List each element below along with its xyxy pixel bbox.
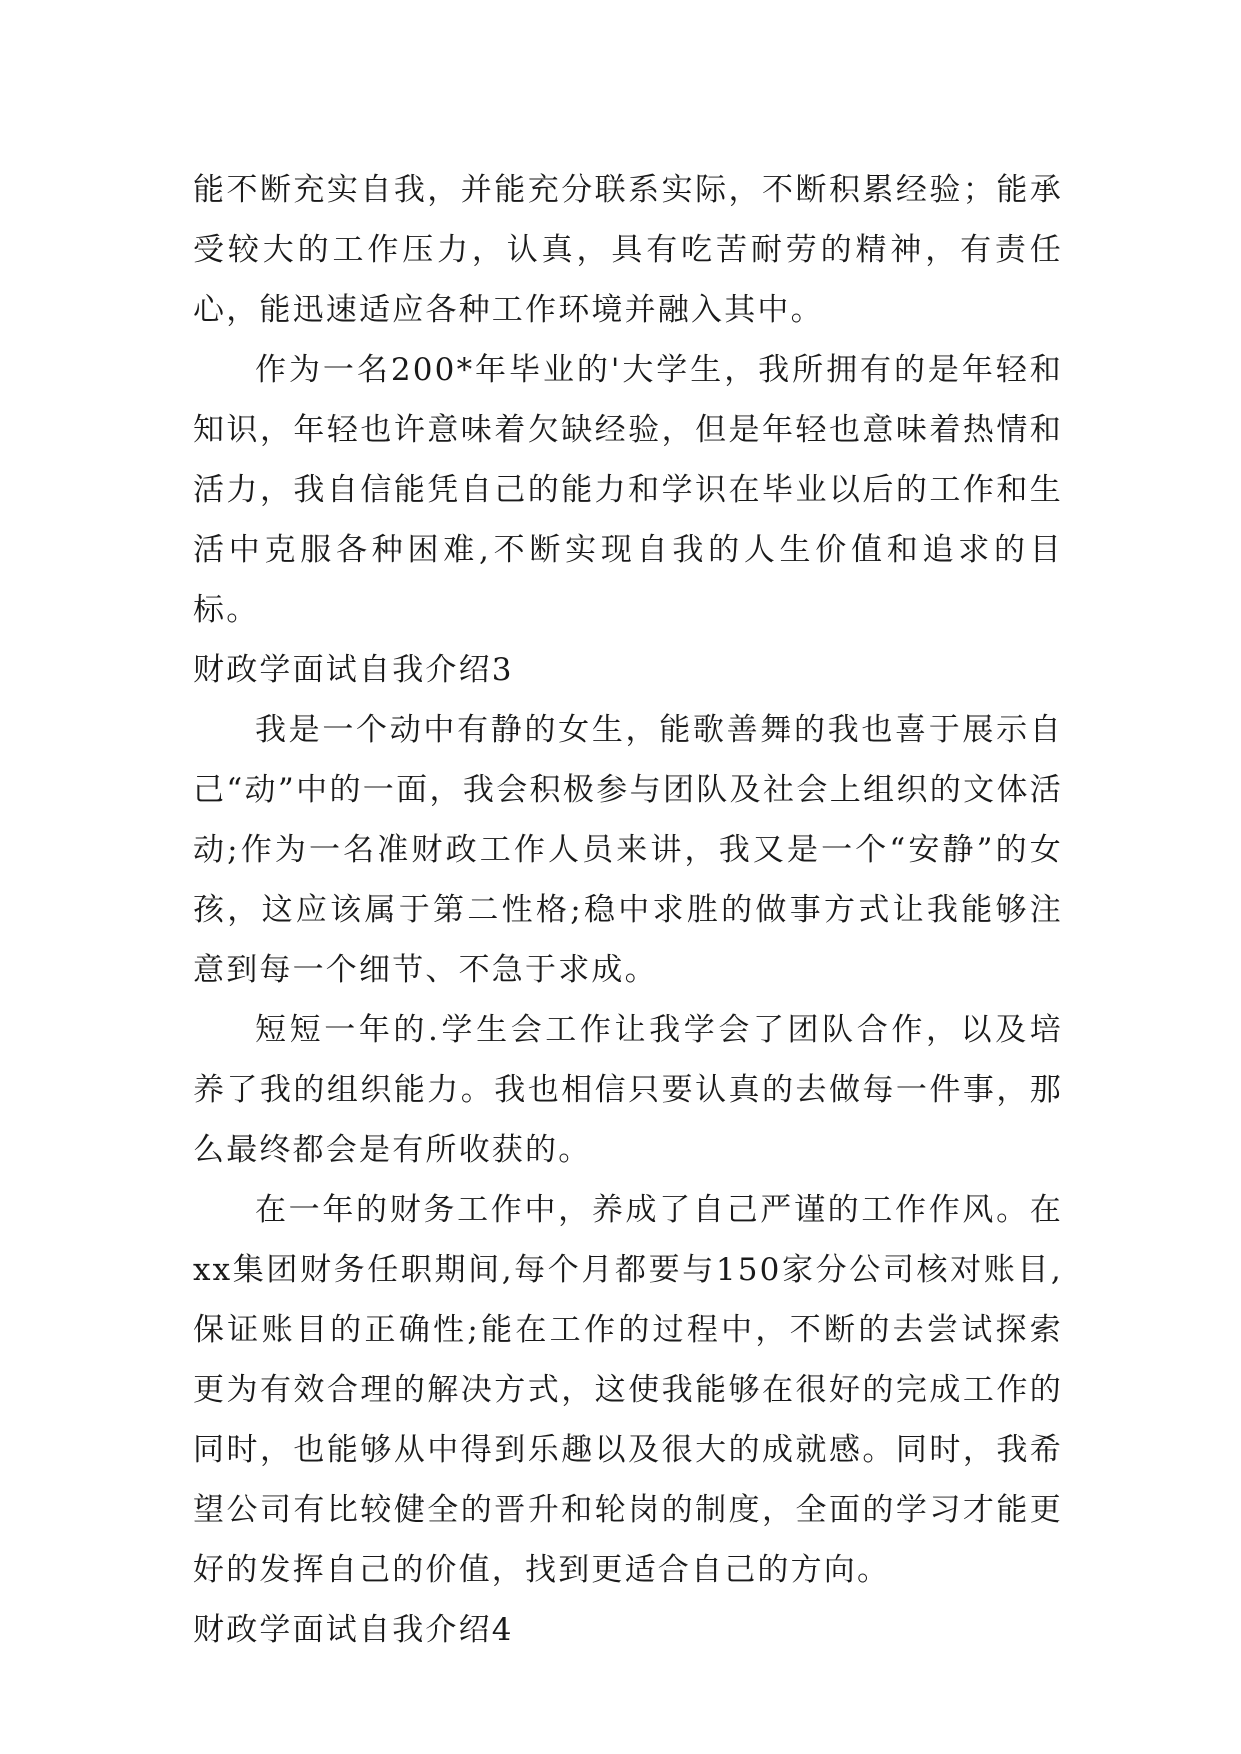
- section-heading-4: 财政学面试自我介绍4: [193, 1612, 514, 1648]
- document-body: [193, 160, 1063, 1660]
- paragraph-2: 作为一名200*年毕业的'大学生，我所拥有的是年轻和知识，年轻也许意味着欠缺经验，但是年轻也意味着热情和活力，我自信能凭自己的能力和学识在毕业以后的工作和生活中克服各种困难,不断实现自我的人生价值和追求的目标。: [193, 352, 1063, 628]
- paragraph-4: 短短一年的.学生会工作让我学会了团队合作，以及培养了我的组织能力。我也相信只要认真的去做每一件事，那么最终都会是有所收获的。: [193, 1012, 1063, 1168]
- paragraph-3: 我是一个动中有静的女生，能歌善舞的我也喜于展示自己“动”中的一面，我会积极参与团队及社会上组织的文体活动;作为一名准财政工作人员来讲，我又是一个“安静”的女孩，这应该属于第二性格;稳中求胜的做事方式让我能够注意到每一个细节、不急于求成。: [193, 712, 1063, 988]
- section-heading-3: 财政学面试自我介绍3: [193, 652, 514, 688]
- paragraph-1: 能不断充实自我，并能充分联系实际，不断积累经验；能承受较大的工作压力，认真，具有吃苦耐劳的精神，有责任心，能迅速适应各种工作环境并融入其中。: [193, 172, 1063, 328]
- paragraph-5: 在一年的财务工作中，养成了自己严谨的工作作风。在xx集团财务任职期间,每个月都要与150家分公司核对账目,保证账目的正确性;能在工作的过程中，不断的去尝试探索更为有效合理的解决方式，这使我能够在很好的完成工作的同时，也能够从中得到乐趣以及很大的成就感。同时，我希望公司有比较健全的晋升和轮岗的制度，全面的学习才能更好的发挥自己的价值，找到更适合自己的方向。: [193, 1192, 1063, 1588]
